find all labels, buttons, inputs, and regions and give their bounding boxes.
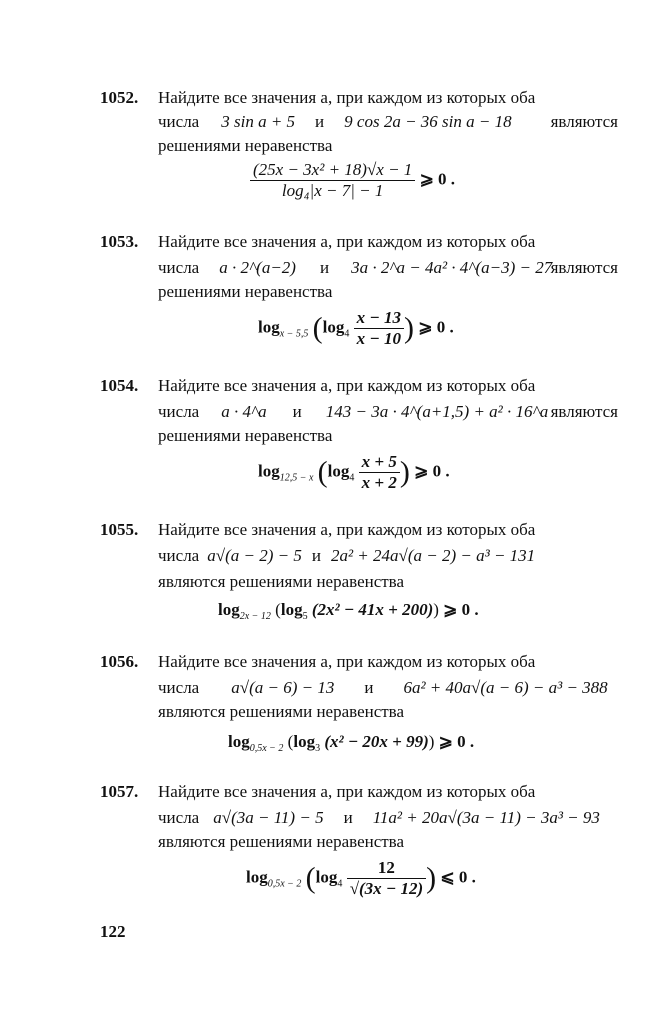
outer-log: log [258, 461, 280, 481]
outer-log-base: x − 5,5 [279, 328, 309, 340]
outer-log-base: 2x − 12 [239, 611, 271, 622]
relation: ⩾ 0 . [414, 461, 450, 481]
inequality: $\log_{0,5x - 2} (\log_4$ $\frac{12}{√(3x - 12)}$ ) ⩽ 0 . [246, 858, 476, 898]
numbers-word: числа [158, 402, 200, 421]
inequality: $\log_{12,5 - x} (\log_4$ $\frac{x + 5}{x + 2}$ ) ⩾ 0 . [258, 452, 450, 492]
expression-1: a√(a − 2) − 5 [207, 546, 302, 565]
problem-statement-line3: решениями неравенства [158, 282, 333, 301]
expression-1: a√(a − 6) − 13 [231, 678, 335, 697]
problem-statement-line3: решениями неравенства [158, 136, 333, 155]
expression-2: 143 − 3a · 4^(a+1,5) + a² · 16^a [325, 402, 549, 421]
inner-log: log [280, 600, 303, 619]
fraction-numerator: 12 [347, 858, 426, 879]
expression-2: 6a² + 40a√(a − 6) − a³ − 388 [403, 678, 608, 697]
expression-1: a · 2^(a−2) [219, 258, 296, 277]
fraction [354, 308, 404, 349]
inner-log-base: 4 [337, 878, 343, 890]
inequality: $\log_{x - 5,5} (\log_4$ $\frac{x - 13}{x - 10}$ ) ⩾ 0 . [258, 308, 454, 348]
line-tail: являются [550, 112, 618, 131]
problem-statement-line1: Найдите все значения a, при каждом из которых оба [158, 782, 536, 801]
relation: ⩾ 0 . [419, 169, 456, 189]
problem-statement-line1: Найдите все значения a, при каждом из которых оба [158, 376, 536, 395]
conjunction: и [315, 112, 325, 131]
inner-log: log [327, 461, 350, 481]
fraction-denominator: x − 10 [356, 329, 401, 348]
fraction [347, 858, 426, 899]
inner-log-base: 5 [302, 611, 308, 622]
fraction-numerator: (25x − 3x² + 18)√x − 1 [250, 160, 415, 181]
numbers-word: числа [158, 546, 200, 565]
conjunction: и [292, 402, 302, 421]
outer-log-base: 0,5x − 2 [267, 878, 302, 890]
outer-log: log [228, 732, 250, 751]
problem-statement-line3: решениями неравенства [158, 426, 333, 445]
outer-log: log [258, 317, 280, 337]
expression-1: a√(3a − 11) − 5 [213, 808, 324, 827]
fraction [250, 160, 415, 201]
conjunction: и [311, 546, 321, 565]
expression-2: 2a² + 24a√(a − 2) − a³ − 131 [330, 546, 536, 565]
problem-number: 1055. [100, 520, 139, 539]
inequality: $\log_{2x - 12} (\log_5$ (2x² − 41x + 200)) ⩾ 0 . [218, 600, 479, 622]
outer-log: log [246, 867, 268, 887]
problem-number: 1054. [100, 376, 139, 395]
inner-log: log [322, 317, 345, 337]
expression-2: 11a² + 20a√(3a − 11) − 3a³ − 93 [372, 808, 600, 827]
outer-log: log [218, 600, 240, 619]
problem-statement-line1: Найдите все значения a, при каждом из которых оба [158, 652, 536, 671]
inner-log-base: 3 [315, 743, 321, 754]
inner-log: log [315, 867, 338, 887]
inner-log-base: 4 [344, 328, 350, 340]
page-number: 122 [100, 922, 126, 941]
fraction-numerator: x + 5 [359, 452, 400, 473]
log-argument: (x² − 20x + 99) [324, 732, 429, 751]
relation: ⩾ 0 . [443, 600, 479, 619]
problem-number: 1052. [100, 88, 139, 107]
expression-2: 3a · 2^a − 4a² · 4^(a−3) − 27 [351, 258, 553, 277]
relation: ⩾ 0 . [418, 317, 454, 337]
numbers-word: числа [158, 258, 200, 277]
conjunction: и [343, 808, 353, 827]
problem-statement-line3: являются решениями неравенства [158, 832, 405, 851]
relation: ⩽ 0 . [440, 867, 476, 887]
line-tail: являются [550, 258, 618, 277]
inner-log: log [293, 732, 316, 751]
line-tail: являются [550, 402, 618, 421]
fraction-numerator: x − 13 [354, 308, 404, 329]
conjunction: и [364, 678, 374, 697]
problem-statement-line3: являются решениями неравенства [158, 572, 405, 591]
log-argument: (2x² − 41x + 200) [311, 600, 434, 619]
expression-2: 9 cos 2a − 36 sin a − 18 [344, 112, 512, 131]
numbers-word: числа [158, 112, 200, 131]
problem-number: 1053. [100, 232, 139, 251]
problem-statement-line1: Найдите все значения a, при каждом из которых оба [158, 232, 536, 251]
expression-1: a · 4^a [221, 402, 267, 421]
inner-log-base: 4 [349, 472, 355, 484]
numbers-word: числа [158, 678, 200, 697]
inequality: $\log_{0,5x - 2} (\log_3$ (x² − 20x + 99)) ⩾ 0 . [228, 732, 475, 754]
outer-log-base: 0,5x − 2 [249, 743, 284, 754]
inequality [250, 160, 455, 201]
problem-number: 1056. [100, 652, 139, 671]
fraction-denominator: log₄|x − 7| − 1 [281, 181, 384, 200]
problem-statement-line3: являются решениями неравенства [158, 702, 405, 721]
fraction-denominator: √(3x − 12) [349, 879, 424, 898]
fraction-denominator: x + 2 [361, 473, 397, 492]
problem-statement-line1: Найдите все значения a, при каждом из которых оба [158, 520, 536, 539]
relation: ⩾ 0 . [438, 732, 475, 751]
expression-1: 3 sin a + 5 [221, 112, 296, 131]
fraction [359, 452, 400, 493]
outer-log-base: 12,5 − x [279, 472, 314, 484]
problem-number: 1057. [100, 782, 139, 801]
problem-statement-line1: Найдите все значения a, при каждом из которых оба [158, 88, 536, 107]
numbers-word: числа [158, 808, 200, 827]
conjunction: и [319, 258, 330, 277]
